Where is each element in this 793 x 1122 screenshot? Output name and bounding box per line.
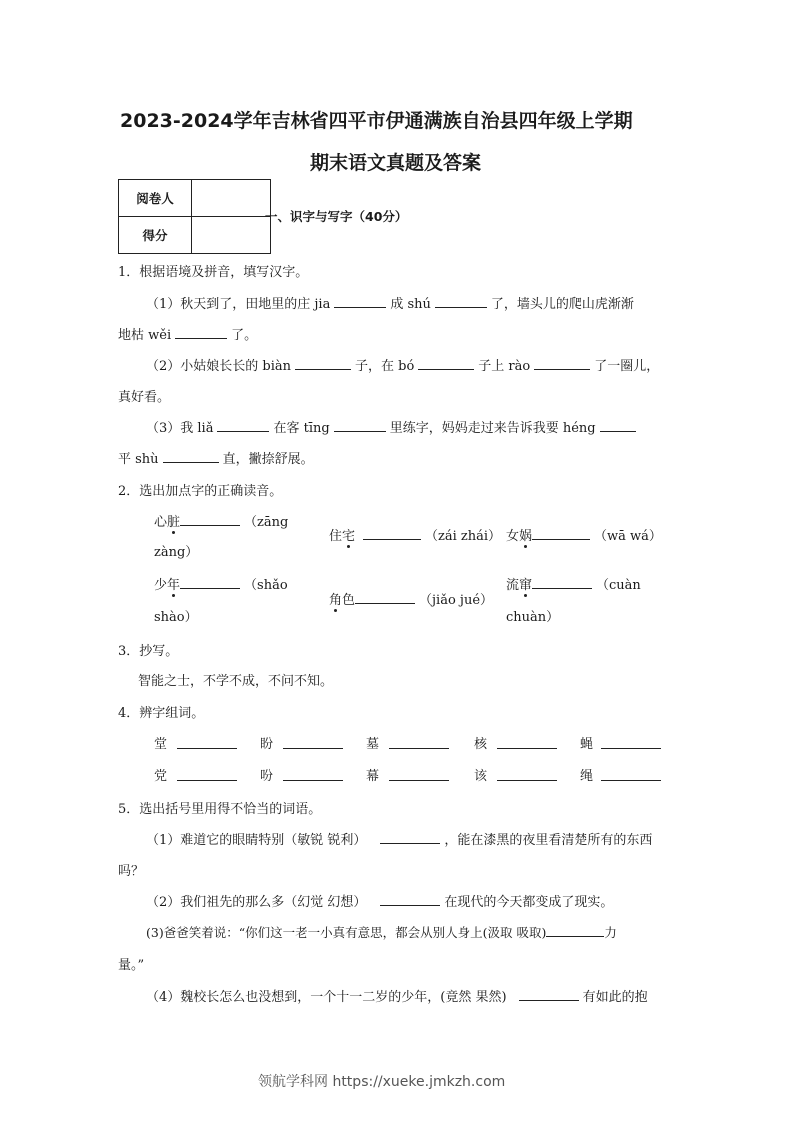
q5-sentence-4 bbox=[146, 986, 648, 1005]
q1-s1-part: 地枯 wěi bbox=[118, 328, 172, 343]
q2-item-3 bbox=[506, 525, 662, 544]
q3-copy-text: 智能之士，不学不成，不问不知。 bbox=[138, 674, 334, 689]
q2-word: 少 bbox=[154, 578, 168, 593]
score-table bbox=[118, 179, 271, 254]
answer-blank[interactable] bbox=[175, 337, 227, 339]
answer-blank[interactable] bbox=[600, 430, 636, 432]
q4-char: 蝇 bbox=[580, 737, 594, 752]
q1-s2-part: 子上 rào bbox=[478, 359, 531, 374]
q1-sentence-1 bbox=[146, 293, 634, 312]
q1-s3-part: 平 shù bbox=[118, 452, 159, 467]
q2-dotted-char: 娲 bbox=[519, 525, 532, 544]
answer-blank[interactable] bbox=[380, 904, 440, 906]
answer-blank[interactable] bbox=[389, 748, 449, 749]
answer-blank[interactable] bbox=[283, 748, 343, 749]
score-label: 得分 bbox=[119, 217, 192, 254]
answer-blank[interactable] bbox=[418, 368, 474, 370]
q1-s1-part: （1）秋天到了，田地里的庄 jia bbox=[146, 297, 331, 312]
q5-sentence-1 bbox=[146, 829, 652, 848]
q4-char: 该 bbox=[474, 769, 488, 784]
q2-item-1-cont: zàng） bbox=[154, 545, 199, 560]
answer-blank[interactable] bbox=[601, 780, 661, 781]
question-5-stem: 5．选出括号里用得不恰当的词语。 bbox=[118, 802, 322, 817]
q5-sentence-1-cont: 吗？ bbox=[118, 864, 145, 879]
q2-word: 心 bbox=[154, 515, 168, 530]
answer-blank[interactable] bbox=[546, 935, 604, 937]
q2-options: （zāng bbox=[244, 515, 289, 530]
q5-s3-part: (3)爸爸笑着说：“你们这一老一小真有意思，都会从别人身上(汲取 吸取) bbox=[146, 925, 547, 940]
q2-item-4-cont: shào） bbox=[154, 610, 198, 625]
answer-blank[interactable] bbox=[180, 524, 240, 526]
reviewer-label: 阅卷人 bbox=[119, 180, 192, 217]
q4-char: 核 bbox=[474, 737, 488, 752]
answer-blank[interactable] bbox=[334, 430, 386, 432]
q2-options: （jiǎo jué） bbox=[419, 593, 494, 608]
q1-sentence-3 bbox=[146, 417, 640, 436]
answer-blank[interactable] bbox=[497, 780, 557, 781]
q5-sentence-3-cont: 量。” bbox=[118, 958, 145, 973]
reviewer-cell[interactable] bbox=[192, 180, 271, 217]
question-1-stem: 1．根据语境及拼音，填写汉字。 bbox=[118, 265, 309, 280]
answer-blank[interactable] bbox=[601, 748, 661, 749]
q1-s3-part: 在客 tīng bbox=[273, 421, 330, 436]
question-4-stem: 4．辨字组词。 bbox=[118, 706, 205, 721]
q4-char: 党 bbox=[154, 769, 168, 784]
answer-blank[interactable] bbox=[177, 780, 237, 781]
answer-blank[interactable] bbox=[519, 999, 579, 1001]
q5-s3-part: 力 bbox=[604, 925, 617, 940]
answer-blank[interactable] bbox=[180, 587, 240, 589]
q2-dotted-char: 窜 bbox=[519, 574, 532, 593]
answer-blank[interactable] bbox=[435, 306, 487, 308]
answer-blank[interactable] bbox=[532, 587, 592, 589]
q4-char: 盼 bbox=[260, 737, 274, 752]
q5-s2-part: 在现代的今天都变成了现实。 bbox=[444, 895, 614, 910]
answer-blank[interactable] bbox=[177, 748, 237, 749]
q1-s3-part: （3）我 liǎ bbox=[146, 421, 214, 436]
q1-sentence-3-cont bbox=[118, 448, 314, 467]
q5-s4-part: （4）魏校长怎么也没想到，一个十一二岁的少年，(竟然 果然) bbox=[146, 990, 507, 1005]
q2-options: （wā wá） bbox=[594, 529, 662, 544]
section-heading: 一、识字与写字（40分） bbox=[265, 209, 408, 224]
q5-s2-part: （2）我们祖先的那么多（幻觉 幻想） bbox=[146, 895, 367, 910]
q5-s1-part: （1）难道它的眼睛特别（敏锐 锐利） bbox=[146, 833, 367, 848]
q1-s2-part: 子，在 bó bbox=[355, 359, 415, 374]
page-title-line2: 期末语文真题及答案 bbox=[310, 152, 482, 174]
answer-blank[interactable] bbox=[380, 842, 440, 844]
question-2-stem: 2．选出加点字的正确读音。 bbox=[118, 484, 283, 499]
q1-sentence-2-cont: 真好看。 bbox=[118, 390, 171, 405]
answer-blank[interactable] bbox=[532, 538, 590, 540]
answer-blank[interactable] bbox=[283, 780, 343, 781]
page-title-line1: 2023-2024学年吉林省四平市伊通满族自治县四年级上学期 bbox=[120, 110, 633, 132]
q2-word: 流 bbox=[506, 578, 520, 593]
q2-dotted-char: 宅 bbox=[342, 525, 355, 544]
question-3-stem: 3．抄写。 bbox=[118, 644, 179, 659]
q1-sentence-1-cont bbox=[118, 324, 257, 343]
q2-item-6-cont: chuàn） bbox=[506, 610, 560, 625]
q1-s3-part: 直，撇捺舒展。 bbox=[222, 452, 314, 467]
q1-s3-part: 里练字，妈妈走过来告诉我要 héng bbox=[389, 421, 596, 436]
footer-watermark: 领航学科网 https://xueke.jmkzh.com bbox=[258, 1074, 506, 1090]
q2-item-2 bbox=[329, 525, 501, 544]
q2-dotted-char: 年 bbox=[167, 574, 180, 593]
q4-char: 堂 bbox=[154, 737, 168, 752]
answer-blank[interactable] bbox=[217, 430, 269, 432]
q2-word: 色 bbox=[342, 593, 356, 608]
answer-blank[interactable] bbox=[295, 368, 351, 370]
q5-s1-part: ，能在漆黑的夜里看清楚所有的东西 bbox=[444, 833, 653, 848]
q1-s1-part: 了。 bbox=[231, 328, 258, 343]
q1-s2-part: 了一圈儿， bbox=[594, 359, 660, 374]
answer-blank[interactable] bbox=[389, 780, 449, 781]
q1-s1-part: 了，墙头儿的爬山虎渐渐 bbox=[490, 297, 634, 312]
q2-word: 住 bbox=[329, 529, 343, 544]
q2-options: （shǎo bbox=[244, 578, 288, 593]
q2-word: 女 bbox=[506, 529, 520, 544]
score-cell[interactable] bbox=[192, 217, 271, 254]
q4-char: 绳 bbox=[580, 769, 594, 784]
q2-dotted-char: 角 bbox=[329, 589, 342, 608]
answer-blank[interactable] bbox=[334, 306, 386, 308]
q5-s4-part: 有如此的抱 bbox=[582, 990, 648, 1005]
q2-item-5 bbox=[329, 589, 493, 608]
q2-dotted-char: 脏 bbox=[167, 511, 180, 530]
q1-sentence-2 bbox=[146, 355, 659, 374]
q2-options: （zái zhái） bbox=[425, 529, 502, 544]
q4-char: 墓 bbox=[366, 737, 380, 752]
answer-blank[interactable] bbox=[355, 602, 415, 604]
answer-blank[interactable] bbox=[534, 368, 590, 370]
q2-item-6 bbox=[506, 574, 641, 593]
answer-blank[interactable] bbox=[163, 461, 219, 463]
q5-sentence-3 bbox=[146, 923, 617, 941]
q2-item-4 bbox=[154, 574, 288, 593]
q2-options: （cuàn bbox=[596, 578, 641, 593]
q1-s1-part: 成 shú bbox=[390, 297, 431, 312]
q4-char: 幕 bbox=[366, 769, 380, 784]
q5-sentence-2 bbox=[146, 891, 613, 910]
q2-item-1 bbox=[154, 511, 288, 530]
answer-blank[interactable] bbox=[497, 748, 557, 749]
q4-char: 吩 bbox=[260, 769, 274, 784]
answer-blank[interactable] bbox=[363, 538, 421, 540]
q1-s2-part: （2）小姑娘长长的 biàn bbox=[146, 359, 292, 374]
